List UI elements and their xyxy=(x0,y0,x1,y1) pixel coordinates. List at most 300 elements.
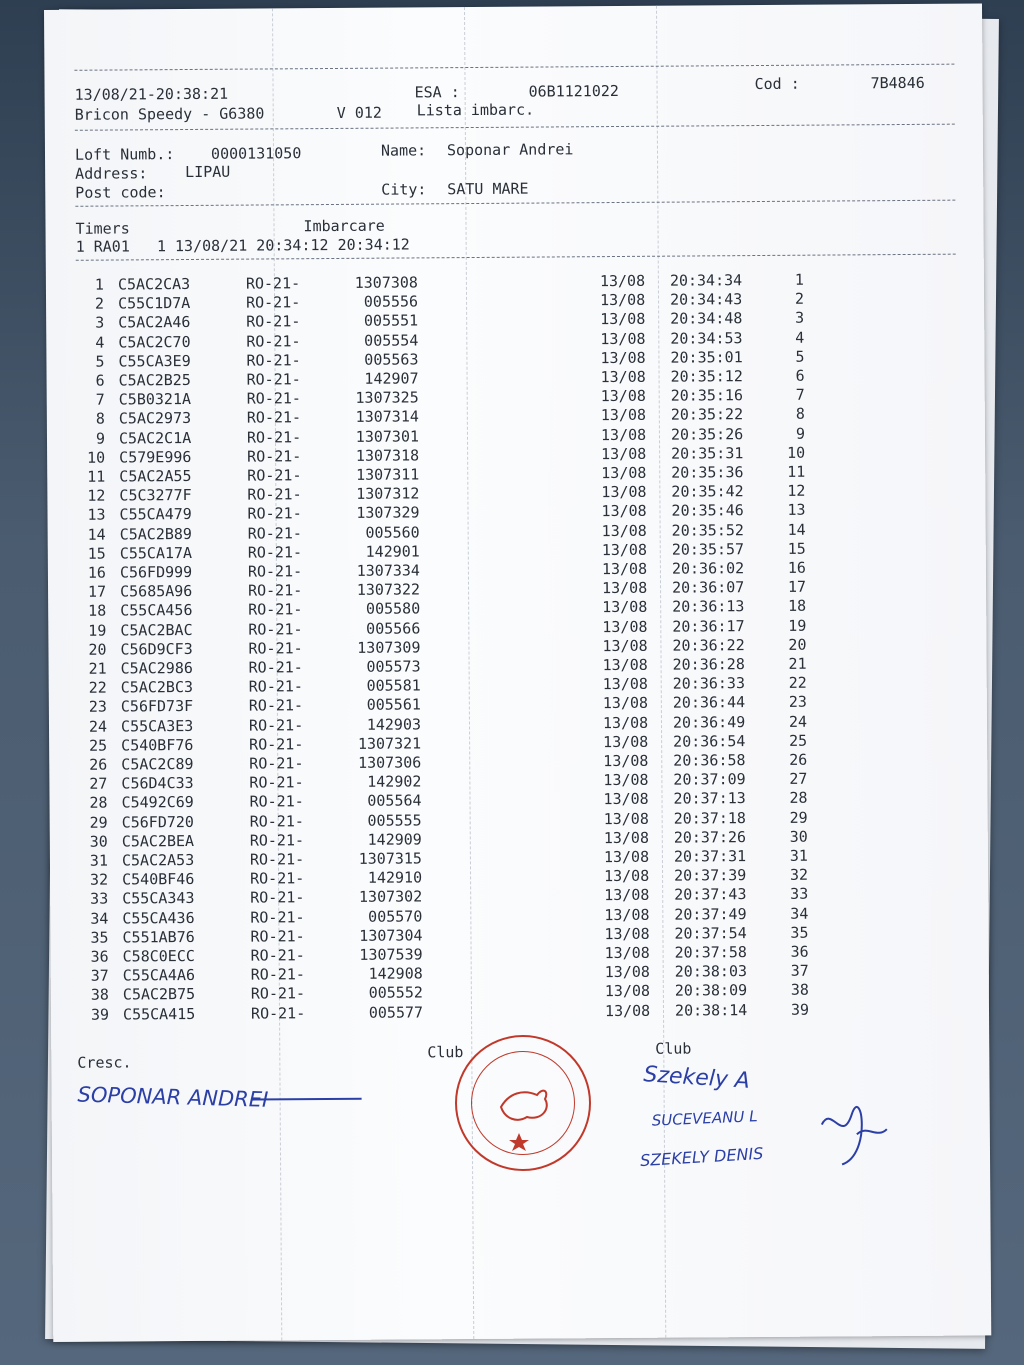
ring-number: 1307302 xyxy=(358,887,423,907)
ring-prefix: RO-21- xyxy=(246,408,302,427)
club-label: Club xyxy=(655,1039,692,1058)
arrival-date: 13/08 xyxy=(600,348,646,367)
chip-id: C5AC2C1A xyxy=(118,428,192,448)
arrival-date: 13/08 xyxy=(600,406,647,425)
row-index: 33 xyxy=(90,889,109,909)
ring-number: 005580 xyxy=(365,599,421,619)
arrival-time: 20:34:43 xyxy=(669,290,743,309)
ring-number: 1307322 xyxy=(356,580,421,600)
row-index: 36 xyxy=(90,947,109,966)
row-index: 28 xyxy=(89,793,108,813)
ring-prefix: RO-21- xyxy=(248,619,303,639)
ring-prefix: RO-21- xyxy=(248,658,303,677)
ring-number: 142910 xyxy=(367,868,423,887)
arrival-time: 20:36:13 xyxy=(672,597,745,617)
ring-number: 142901 xyxy=(365,542,420,561)
chip-id: C56FD73F xyxy=(120,697,194,716)
ring-prefix: RO-21- xyxy=(248,696,304,715)
row-index: 27 xyxy=(89,774,108,793)
ring-prefix: RO-21- xyxy=(249,735,304,754)
row-index: 32 xyxy=(89,870,109,889)
ring-number: 005577 xyxy=(368,1002,424,1022)
arrival-position: 37 xyxy=(790,961,809,980)
chip-id: C5AC2CA3 xyxy=(117,274,191,294)
ring-number: 005561 xyxy=(366,695,421,715)
arrival-position: 11 xyxy=(787,462,806,481)
arrival-position: 8 xyxy=(795,405,805,424)
row-index: 26 xyxy=(89,755,108,774)
cresc-label: Cresc. xyxy=(77,1053,132,1072)
row-index: 10 xyxy=(86,448,106,467)
arrival-position: 18 xyxy=(788,597,807,616)
ring-prefix: RO-21- xyxy=(248,677,303,696)
arrival-time: 20:36:28 xyxy=(672,655,745,674)
arrival-position: 2 xyxy=(794,289,805,308)
arrival-position: 7 xyxy=(795,385,805,404)
stamp-dove-icon xyxy=(457,1037,589,1169)
ring-prefix: RO-21- xyxy=(250,965,305,984)
row-index: 24 xyxy=(88,717,108,736)
arrival-time: 20:34:48 xyxy=(670,309,743,329)
arrival-time: 20:36:22 xyxy=(672,635,745,655)
arrival-date: 13/08 xyxy=(600,310,646,329)
row-index: 8 xyxy=(95,409,105,429)
arrival-position: 20 xyxy=(788,635,807,654)
ring-prefix: RO-21- xyxy=(246,370,301,389)
chip-id: C56D4C33 xyxy=(121,774,194,793)
device-version: V 012 xyxy=(336,103,382,122)
ring-prefix: RO-21- xyxy=(245,293,301,312)
arrival-position: 29 xyxy=(789,808,808,827)
arrival-date: 13/08 xyxy=(599,271,646,291)
row-index: 25 xyxy=(89,736,108,755)
dashed-rule xyxy=(74,64,954,71)
arrival-date: 13/08 xyxy=(603,770,649,790)
ring-prefix: RO-21- xyxy=(247,562,303,581)
arrival-time: 20:37:54 xyxy=(674,923,747,943)
ring-prefix: RO-21- xyxy=(247,523,302,543)
chip-id: C5AC2986 xyxy=(120,658,193,678)
arrival-position: 12 xyxy=(787,481,806,501)
chip-id: C58C0ECC xyxy=(122,946,195,966)
arrival-date: 13/08 xyxy=(603,828,650,847)
ring-number: 142907 xyxy=(364,369,419,388)
ring-number: 142902 xyxy=(367,772,422,791)
row-index: 30 xyxy=(89,832,108,851)
ring-number: 1307306 xyxy=(357,753,422,772)
dashed-rule xyxy=(75,124,955,131)
chip-id: C55CA436 xyxy=(122,908,195,928)
ring-prefix: RO-21- xyxy=(247,543,303,562)
arrival-time: 20:35:42 xyxy=(671,482,744,501)
club-signature: SZEKELY DENIS xyxy=(639,1143,764,1171)
ring-prefix: RO-21- xyxy=(245,274,301,293)
arrival-position: 39 xyxy=(790,1000,810,1019)
ring-number: 1307321 xyxy=(357,734,422,753)
ring-number: 1307301 xyxy=(355,426,420,446)
arrival-position: 15 xyxy=(787,539,806,558)
row-index: 11 xyxy=(87,467,106,486)
arrival-position: 31 xyxy=(789,846,808,865)
arrival-time: 20:36:44 xyxy=(672,693,746,713)
ring-prefix: RO-21- xyxy=(247,447,302,466)
row-index: 22 xyxy=(88,678,107,697)
arrival-date: 13/08 xyxy=(603,809,649,828)
arrival-position: 35 xyxy=(790,923,809,942)
arrival-position: 17 xyxy=(787,577,807,597)
esa-label: ESA : xyxy=(414,83,460,102)
city-value: SATU MARE xyxy=(447,179,529,199)
ring-prefix: RO-21- xyxy=(247,466,302,485)
ring-prefix: RO-21- xyxy=(249,792,304,811)
arrival-position: 14 xyxy=(787,520,806,539)
arrival-time: 20:35:31 xyxy=(671,443,744,463)
ring-number: 1307304 xyxy=(359,926,423,945)
cod-label: Cod : xyxy=(754,74,800,94)
arrival-date: 13/08 xyxy=(604,962,650,982)
name-label: Name: xyxy=(380,141,427,160)
ring-number: 1307329 xyxy=(356,503,420,523)
arrival-position: 24 xyxy=(788,712,808,731)
ring-number: 005554 xyxy=(364,330,419,350)
ring-prefix: RO-21- xyxy=(249,811,304,831)
ring-number: 005555 xyxy=(367,810,422,830)
row-index: 14 xyxy=(87,525,106,544)
ring-prefix: RO-21- xyxy=(250,946,305,965)
ring-number: 1307325 xyxy=(355,388,419,408)
arrival-date: 13/08 xyxy=(601,578,648,598)
ring-number: 1307311 xyxy=(355,465,420,484)
breeder-signature: SOPONAR ANDREI xyxy=(77,1082,269,1112)
chip-id: C579E996 xyxy=(119,447,192,467)
ring-number: 1307315 xyxy=(358,849,422,868)
signature-scribble xyxy=(812,1094,893,1175)
arrival-date: 13/08 xyxy=(604,905,650,924)
arrival-position: 21 xyxy=(788,654,807,673)
arrival-date: 13/08 xyxy=(601,502,647,521)
arrival-date: 13/08 xyxy=(601,482,647,502)
timer-line: 1 RA01 1 13/08/21 20:34:12 20:34:12 xyxy=(75,235,410,256)
row-index: 34 xyxy=(90,909,109,928)
arrival-time: 20:36:58 xyxy=(673,751,746,770)
ring-number: 005551 xyxy=(363,311,419,331)
ring-number: 005581 xyxy=(366,676,421,695)
ring-number: 005564 xyxy=(367,791,422,811)
chip-id: C55CA479 xyxy=(119,505,192,524)
arrival-date: 13/08 xyxy=(602,713,649,732)
ring-prefix: RO-21- xyxy=(250,984,306,1003)
row-index: 16 xyxy=(87,563,106,582)
arrival-time: 20:37:13 xyxy=(673,789,746,809)
arrival-time: 20:35:01 xyxy=(670,347,743,367)
signature-stroke xyxy=(252,1098,362,1101)
club-label: Club xyxy=(427,1043,464,1062)
arrival-date: 13/08 xyxy=(602,655,648,675)
ring-number: 1307312 xyxy=(356,484,420,504)
arrival-date: 13/08 xyxy=(601,540,648,559)
arrival-date: 13/08 xyxy=(603,751,649,771)
ring-number: 005563 xyxy=(364,350,419,369)
arrival-position: 5 xyxy=(795,347,805,366)
arrival-date: 13/08 xyxy=(602,598,648,617)
arrival-position: 23 xyxy=(788,693,807,712)
chip-id: C5AC2C89 xyxy=(121,754,194,774)
timers-label: Timers xyxy=(75,219,130,238)
chip-id: C5AC2A55 xyxy=(119,466,192,486)
club-stamp xyxy=(455,1035,591,1171)
arrival-time: 20:36:54 xyxy=(673,731,746,751)
arrival-date: 13/08 xyxy=(600,329,646,348)
arrival-time: 20:37:26 xyxy=(673,827,747,847)
arrival-position: 3 xyxy=(795,309,805,328)
chip-id: C5C3277F xyxy=(119,486,192,505)
arrival-time: 20:34:34 xyxy=(669,271,743,290)
row-index: 37 xyxy=(90,966,109,985)
chip-id: C5AC2BC3 xyxy=(120,678,194,697)
arrival-time: 20:37:58 xyxy=(674,943,747,962)
arrival-date: 13/08 xyxy=(603,847,650,867)
ring-prefix: RO-21- xyxy=(249,831,305,850)
list-title: Lista imbarc. xyxy=(416,100,535,120)
arrival-date: 13/08 xyxy=(602,674,648,694)
arrival-date: 13/08 xyxy=(600,367,646,387)
arrival-position: 38 xyxy=(790,981,809,1000)
address-label: Address: xyxy=(75,164,148,183)
arrival-date: 13/08 xyxy=(601,444,647,463)
row-index: 39 xyxy=(90,1005,110,1024)
chip-id: C5AC2B75 xyxy=(122,985,196,1004)
ring-prefix: RO-21- xyxy=(247,504,302,523)
name-value: Soponar Andrei xyxy=(446,140,574,160)
arrival-position: 10 xyxy=(786,443,806,462)
chip-id: C55CA343 xyxy=(122,889,195,908)
ring-prefix: RO-21- xyxy=(249,773,304,792)
loft-value: 0000131050 xyxy=(210,144,302,163)
arrival-date: 13/08 xyxy=(604,943,650,963)
cod-value: 7B4846 xyxy=(870,73,925,93)
arrival-date: 13/08 xyxy=(600,425,647,444)
arrival-time: 20:38:03 xyxy=(674,962,748,981)
ring-prefix: RO-21- xyxy=(250,1003,306,1023)
arrival-date: 13/08 xyxy=(601,521,647,540)
arrival-time: 20:37:43 xyxy=(674,885,747,905)
arrival-date: 13/08 xyxy=(603,866,650,886)
ring-number: 142909 xyxy=(367,830,422,849)
row-index: 38 xyxy=(90,985,109,1005)
ring-prefix: RO-21- xyxy=(250,926,305,946)
arrival-date: 13/08 xyxy=(604,982,651,1001)
chip-id: C56D9CF3 xyxy=(120,639,193,659)
arrival-position: 25 xyxy=(788,731,808,750)
row-index: 31 xyxy=(89,851,109,870)
arrival-time: 20:35:26 xyxy=(670,424,744,444)
ring-prefix: RO-21- xyxy=(246,331,301,351)
arrival-date: 13/08 xyxy=(599,290,646,310)
arrival-date: 13/08 xyxy=(602,694,649,713)
arrival-position: 16 xyxy=(787,558,806,577)
arrival-date: 13/08 xyxy=(604,886,650,905)
postcode-label: Post code: xyxy=(75,183,166,202)
chip-id: C55CA17A xyxy=(119,543,193,563)
chip-id: C5AC2BEA xyxy=(121,831,195,851)
ring-prefix: RO-21- xyxy=(248,600,303,619)
ring-number: 005573 xyxy=(366,657,421,676)
arrival-date: 13/08 xyxy=(603,732,649,751)
chip-id: C5685A96 xyxy=(119,582,193,601)
chip-id: C55CA3E9 xyxy=(118,351,191,371)
arrival-position: 22 xyxy=(788,673,807,693)
arrival-position: 32 xyxy=(789,865,809,885)
arrival-time: 20:37:18 xyxy=(673,808,746,828)
chip-id: C55CA4A6 xyxy=(122,966,196,985)
chip-id: C5492C69 xyxy=(121,793,194,812)
arrival-time: 20:37:31 xyxy=(673,847,747,866)
row-index: 2 xyxy=(94,294,105,313)
arrival-position: 1 xyxy=(794,270,804,289)
ring-prefix: RO-21- xyxy=(246,427,302,447)
row-index: 12 xyxy=(87,486,106,505)
row-index: 4 xyxy=(95,333,105,352)
ring-prefix: RO-21- xyxy=(249,754,304,773)
chip-id: C5AC2B25 xyxy=(118,370,191,390)
chip-id: C55CA415 xyxy=(122,1004,196,1024)
arrival-time: 20:35:36 xyxy=(671,463,744,482)
ring-number: 005552 xyxy=(368,983,423,1003)
ring-number: 1307308 xyxy=(354,273,418,292)
ring-prefix: RO-21- xyxy=(248,639,303,658)
row-index: 21 xyxy=(88,659,107,678)
chip-id: C5AC2973 xyxy=(118,409,192,428)
chip-id: C56FD999 xyxy=(119,562,193,582)
ring-number: 142908 xyxy=(368,964,423,983)
chip-id: C5AC2A46 xyxy=(118,313,191,332)
arrival-time: 20:35:16 xyxy=(670,386,744,405)
arrival-position: 9 xyxy=(795,424,806,443)
arrival-time: 20:37:39 xyxy=(673,866,747,885)
row-index: 3 xyxy=(95,313,105,333)
ring-number: 005570 xyxy=(368,906,423,926)
arrival-date: 13/08 xyxy=(600,386,646,406)
row-index: 23 xyxy=(88,697,107,717)
row-index: 19 xyxy=(88,621,107,640)
row-index: 5 xyxy=(95,352,105,371)
ring-number: 005556 xyxy=(363,292,419,311)
arrival-time: 20:36:33 xyxy=(672,674,746,693)
arrival-position: 30 xyxy=(789,827,808,846)
ring-number: 005560 xyxy=(365,522,420,542)
row-index: 6 xyxy=(95,371,105,390)
loft-label: Loft Numb.: xyxy=(74,145,175,164)
ring-prefix: RO-21- xyxy=(246,389,301,408)
chip-id: C5AC2BAC xyxy=(120,620,193,640)
ring-prefix: RO-21- xyxy=(248,715,304,735)
device-name: Bricon Speedy - G6380 xyxy=(74,104,265,124)
row-index: 20 xyxy=(88,640,107,659)
arrival-date: 13/08 xyxy=(604,1001,651,1020)
arrival-time: 20:37:09 xyxy=(673,770,746,789)
arrival-position: 27 xyxy=(789,769,808,789)
ring-prefix: RO-21- xyxy=(250,888,305,907)
club-signature: Szekely A xyxy=(642,1062,751,1094)
row-index: 1 xyxy=(94,275,104,294)
arrival-position: 13 xyxy=(787,501,806,520)
print-datetime: 13/08/21-20:38:21 xyxy=(74,84,229,104)
arrival-date: 13/08 xyxy=(603,790,649,809)
arrival-time: 20:38:14 xyxy=(674,1000,748,1020)
ring-prefix: RO-21- xyxy=(246,312,301,331)
arrival-position: 26 xyxy=(789,750,808,769)
ring-prefix: RO-21- xyxy=(250,869,305,888)
arrival-time: 20:35:46 xyxy=(671,501,744,521)
ring-number: 005566 xyxy=(366,618,421,638)
arrival-date: 13/08 xyxy=(604,924,650,943)
arrival-date: 13/08 xyxy=(601,463,647,483)
arrival-time: 20:37:49 xyxy=(674,904,747,924)
row-index: 29 xyxy=(89,813,108,832)
chip-id: C55C1D7A xyxy=(117,294,191,313)
ring-prefix: RO-21- xyxy=(250,907,305,927)
city-label: City: xyxy=(381,180,427,199)
arrival-position: 4 xyxy=(795,328,805,347)
arrival-date: 13/08 xyxy=(602,636,648,655)
chip-id: C5AC2A53 xyxy=(121,850,195,870)
row-index: 15 xyxy=(87,544,106,563)
arrival-time: 20:35:22 xyxy=(670,405,744,425)
imbarcare-label: Imbarcare xyxy=(303,216,385,236)
ring-number: 1307314 xyxy=(355,407,419,427)
arrival-time: 20:36:17 xyxy=(672,616,745,636)
esa-value: 06B1121022 xyxy=(528,81,619,101)
address-value: LIPAU xyxy=(185,162,231,182)
ring-number: 142903 xyxy=(366,714,422,734)
arrival-time: 20:36:07 xyxy=(671,578,745,597)
arrival-position: 6 xyxy=(795,366,805,385)
chip-id: C5AC2B89 xyxy=(119,524,192,544)
dashed-rule xyxy=(75,200,955,207)
ring-number: 1307309 xyxy=(357,638,421,657)
arrival-time: 20:34:53 xyxy=(670,328,743,348)
chip-id: C5B0321A xyxy=(118,390,192,409)
arrival-time: 20:35:52 xyxy=(671,520,744,540)
row-index: 9 xyxy=(95,429,106,448)
chip-id: C540BF76 xyxy=(121,735,194,755)
chip-id: C551AB76 xyxy=(122,927,195,947)
arrival-time: 20:35:12 xyxy=(670,367,743,386)
arrival-position: 33 xyxy=(790,885,809,904)
row-index: 35 xyxy=(90,928,109,947)
ring-prefix: RO-21- xyxy=(246,351,301,370)
chip-id: C55CA3E3 xyxy=(120,716,194,736)
ring-number: 1307539 xyxy=(359,945,423,964)
arrival-position: 28 xyxy=(789,789,808,808)
chip-id: C56FD720 xyxy=(121,812,194,832)
ring-prefix: RO-21- xyxy=(247,581,303,600)
arrival-position: 36 xyxy=(790,942,809,961)
arrival-time: 20:36:02 xyxy=(671,559,745,578)
chip-id: C5AC2C70 xyxy=(118,332,191,352)
arrival-position: 34 xyxy=(790,904,809,923)
ring-prefix: RO-21- xyxy=(249,850,305,869)
chip-id: C540BF46 xyxy=(122,870,195,889)
row-index: 17 xyxy=(87,582,107,601)
row-index: 18 xyxy=(88,601,107,621)
ring-number: 1307318 xyxy=(355,446,420,465)
arrival-time: 20:36:49 xyxy=(672,712,746,732)
row-index: 13 xyxy=(87,505,106,525)
row-index: 7 xyxy=(95,390,105,409)
arrival-date: 13/08 xyxy=(601,559,648,579)
ring-prefix: RO-21- xyxy=(247,485,302,504)
